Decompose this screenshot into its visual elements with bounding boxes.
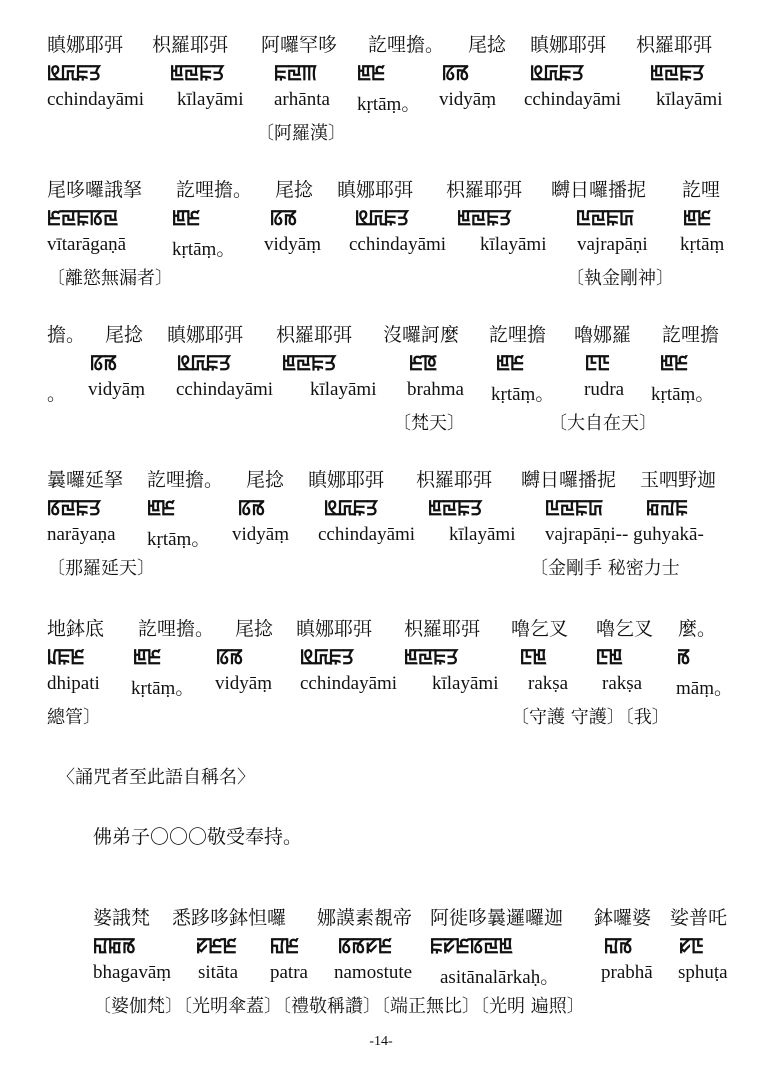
- siddham-segment: ꡛꡈꡈ: [196, 933, 237, 957]
- siddham-segment: ꡎꡂꡏ: [93, 933, 136, 957]
- cjk-segment: 尾捻: [105, 324, 144, 346]
- cjk-segment: 枳羅耶弭: [446, 179, 523, 201]
- gloss-segment: 〔那羅延天〕: [47, 558, 155, 579]
- roman-segment: sphuṭa: [678, 962, 728, 983]
- cjk-segment: 瞋娜耶弭: [47, 34, 124, 56]
- siddham-segment: ꡞꡏ: [442, 60, 470, 84]
- siddham-segment: ꡀꡛꡈꡋꡙꡁ: [430, 933, 514, 957]
- cjk-segment: 娑普吒: [670, 907, 728, 929]
- recitation-note: 〈誦咒者至此語自稱名〉: [57, 767, 255, 788]
- siddham-segment: ꡞꡏ: [270, 205, 298, 229]
- cjk-segment: 嚩日囉播抳: [521, 469, 617, 491]
- roman-segment: vidyāṃ: [88, 379, 145, 400]
- siddham-segment: ꡁꡙꡀꡗ: [282, 350, 337, 374]
- siddham-segment: ꡁꡈ: [133, 644, 162, 668]
- roman-segment: sitāta: [198, 962, 239, 983]
- roman-segment: vidyāṃ: [215, 673, 272, 694]
- roman-segment: arhānta: [274, 89, 330, 110]
- siddham-segment: ꡂꡌꡀ: [646, 495, 689, 519]
- cjk-segment: 地鉢底: [47, 618, 105, 640]
- siddham-segment: ꡋꡏꡛꡈ: [338, 933, 393, 957]
- cjk-segment: 擔。: [47, 324, 86, 346]
- roman-segment: vītarāgaṇā: [47, 234, 127, 255]
- roman-segment: kīlayāmi: [432, 673, 499, 694]
- cjk-segment: 嚕乞叉: [511, 618, 569, 640]
- cjk-segment: 嚩日囉播抳: [551, 179, 647, 201]
- cjk-segment: 瞋娜耶弭: [308, 469, 385, 491]
- siddham-segment: ꡁꡈ: [147, 495, 176, 519]
- gloss-segment: 〔離慾無漏者〕: [47, 268, 173, 289]
- siddham-segment: ꡞꡏ: [216, 644, 244, 668]
- siddham-segment: ꡁꡙꡀꡗ: [650, 60, 705, 84]
- roman-segment: kṛtāṃ。: [491, 384, 555, 405]
- page-number: -14-: [369, 1034, 393, 1049]
- cjk-segment: 枳羅耶弭: [404, 618, 481, 640]
- siddham-segment: ꡬꡖꡀꡗ: [300, 644, 354, 668]
- cjk-segment: 悉跢哆鉢怛囉: [172, 907, 287, 929]
- siddham-segment: ꡎꡈ: [270, 933, 300, 957]
- cjk-segment: 玉呬野迦: [640, 469, 717, 491]
- roman-segment: rudra: [584, 379, 625, 400]
- cjk-segment: 曩囉延拏: [47, 469, 124, 491]
- siddham-segment: ꡞꡏ: [90, 350, 118, 374]
- roman-segment: cchindayāmi: [318, 524, 416, 545]
- gloss-segment: 〔阿羅漢〕: [256, 123, 346, 144]
- cjk-segment: 瞋娜耶弭: [337, 179, 414, 201]
- siddham-segment: ꡇꡁ: [520, 644, 547, 668]
- cjk-segment: 瞋娜耶弭: [167, 324, 244, 346]
- roman-segment: narāyaṇa: [47, 524, 116, 545]
- gloss-segment: 總管〕: [47, 707, 101, 728]
- roman-segment: asitānalārkaḥ。: [440, 967, 560, 988]
- roman-segment: kṛtāṃ。: [172, 239, 236, 260]
- roman-segment: dhipati: [47, 673, 100, 694]
- cjk-segment: 嚕娜羅: [574, 324, 632, 346]
- siddham-segment: ꡛꡇ: [679, 933, 704, 957]
- cjk-segment: 尾哆囉誐拏: [47, 179, 143, 201]
- siddham-segment: ꡈꡙꡀꡋꡙ: [47, 205, 119, 229]
- roman-segment: cchindayāmi: [176, 379, 274, 400]
- siddham-segment: ꡁꡈ: [357, 60, 386, 84]
- cjk-segment: 阿徙哆曩邏囉迦: [430, 907, 564, 929]
- roman-segment: bhagavāṃ: [93, 962, 172, 983]
- cjk-segment: 嚕乞叉: [596, 618, 654, 640]
- roman-segment: cchindayāmi: [349, 234, 447, 255]
- cjk-segment: 沒囉訶麼: [383, 324, 460, 346]
- cjk-segment: 訖哩擔。: [138, 618, 215, 640]
- cjk-segment: 鉢囉婆: [594, 907, 652, 929]
- siddham-segment: ꡋꡙꡀꡗ: [47, 495, 101, 519]
- siddham-segment: ꡈꡔ: [409, 350, 438, 374]
- roman-segment: namostute: [334, 962, 413, 983]
- cjk-segment: 訖哩擔: [662, 324, 720, 346]
- roman-segment: kṛtāṃ。: [357, 94, 421, 115]
- roman-segment: kīlayāmi: [480, 234, 547, 255]
- cjk-segment: 枳羅耶弭: [416, 469, 493, 491]
- siddham-segment: ꡇꡁ: [596, 644, 623, 668]
- cjk-segment: 訖哩: [682, 179, 721, 201]
- roman-segment: kīlayāmi: [656, 89, 723, 110]
- roman-segment: cchindayāmi: [300, 673, 398, 694]
- roman-segment: kīlayāmi: [310, 379, 377, 400]
- siddham-segment: ꡬꡖꡀꡗ: [530, 60, 584, 84]
- siddham-segment: ꡁꡙꡀꡗ: [170, 60, 225, 84]
- roman-segment: patra: [270, 962, 308, 983]
- siddham-segment: ꡀꡙꡕ: [274, 60, 318, 84]
- siddham-segment: ꡊꡀꡈ: [47, 644, 85, 668]
- roman-segment: kīlayāmi: [449, 524, 516, 545]
- roman-segment: kīlayāmi: [177, 89, 244, 110]
- cjk-segment: 訖哩擔。: [147, 469, 224, 491]
- roman-segment: vidyāṃ: [439, 89, 496, 110]
- gloss-segment: 〔守護 守護〕〔我〕: [511, 707, 670, 728]
- cjk-segment: 枳羅耶弭: [276, 324, 353, 346]
- cjk-segment: 尾捻: [468, 34, 507, 56]
- cjk-segment: 訖哩擔。: [368, 34, 445, 56]
- roman-segment: cchindayāmi: [47, 89, 145, 110]
- cjk-segment: 尾捻: [275, 179, 314, 201]
- roman-segment: vajrapāṇi: [577, 234, 648, 255]
- roman-segment: vidyāṃ: [264, 234, 321, 255]
- cjk-segment: 娜謨素覩帝: [317, 907, 413, 929]
- roman-segment: vajrapāṇi-- guhyakā-: [545, 524, 704, 545]
- cjk-segment: 尾捻: [246, 469, 285, 491]
- siddham-segment: ꡁꡈ: [172, 205, 201, 229]
- siddham-segment: ꡇꡇ: [585, 350, 611, 374]
- siddham-segment: ꡞꡏ: [238, 495, 266, 519]
- cjk-segment: 枳羅耶弭: [152, 34, 229, 56]
- cjk-segment: 尾捻: [235, 618, 274, 640]
- cjk-segment: 訖哩擔。: [176, 179, 253, 201]
- roman-segment: kṛtāṃ。: [147, 529, 211, 550]
- siddham-segment: ꡬꡖꡀꡗ: [324, 495, 378, 519]
- cjk-segment: 婆誐梵: [93, 907, 151, 929]
- siddham-segment: ꡬꡖꡀꡗ: [355, 205, 409, 229]
- roman-segment: prabhā: [601, 962, 653, 983]
- roman-segment: 。: [47, 384, 67, 405]
- cjk-segment: 枳羅耶弭: [636, 34, 713, 56]
- gloss-segment: 〔大自在天〕: [549, 413, 657, 434]
- siddham-segment: ꡬꡖꡀꡗ: [47, 60, 101, 84]
- gloss-segment: 〔金剛手 秘密力士: [530, 558, 680, 579]
- siddham-segment: ꡏ: [677, 644, 691, 668]
- siddham-segment: ꡁꡈ: [683, 205, 712, 229]
- roman-segment: rakṣa: [602, 673, 643, 694]
- cjk-segment: 瞋娜耶弭: [530, 34, 607, 56]
- roman-segment: brahma: [407, 379, 464, 400]
- cjk-segment: 阿囉罕哆: [261, 34, 338, 56]
- roman-segment: rakṣa: [528, 673, 569, 694]
- self-name-line: 佛弟子〇〇〇敬受奉持。: [93, 826, 303, 848]
- gloss-segment: 〔執金剛神〕: [566, 268, 674, 289]
- roman-segment: kṛtāṃ: [680, 234, 725, 255]
- roman-segment: māṃ。: [676, 678, 733, 699]
- roman-segment: cchindayāmi: [524, 89, 622, 110]
- siddham-segment: ꡁꡙꡀꡗ: [404, 644, 459, 668]
- roman-segment: kṛtāṃ。: [131, 678, 195, 699]
- cjk-segment: 瞋娜耶弭: [296, 618, 373, 640]
- siddham-segment: ꡁꡈ: [496, 350, 525, 374]
- gloss-segment: 〔梵天〕: [393, 413, 465, 434]
- siddham-segment: ꡖꡙꡀꡚ: [545, 495, 604, 519]
- siddham-segment: ꡁꡈ: [660, 350, 689, 374]
- siddham-segment: ꡬꡖꡀꡗ: [177, 350, 231, 374]
- siddham-segment: ꡖꡙꡀꡚ: [576, 205, 635, 229]
- cjk-segment: 麼。: [678, 618, 717, 640]
- siddham-segment: ꡎꡏ: [604, 933, 633, 957]
- cjk-segment: 訖哩擔: [489, 324, 547, 346]
- roman-segment: kṛtāṃ。: [651, 384, 715, 405]
- siddham-segment: ꡁꡙꡀꡗ: [457, 205, 512, 229]
- gloss-segment: 〔婆伽梵〕〔光明傘蓋〕〔禮敬稱讚〕〔端正無比〕〔光明 遍照〕: [93, 996, 585, 1017]
- siddham-segment: ꡁꡙꡀꡗ: [428, 495, 483, 519]
- roman-segment: vidyāṃ: [232, 524, 289, 545]
